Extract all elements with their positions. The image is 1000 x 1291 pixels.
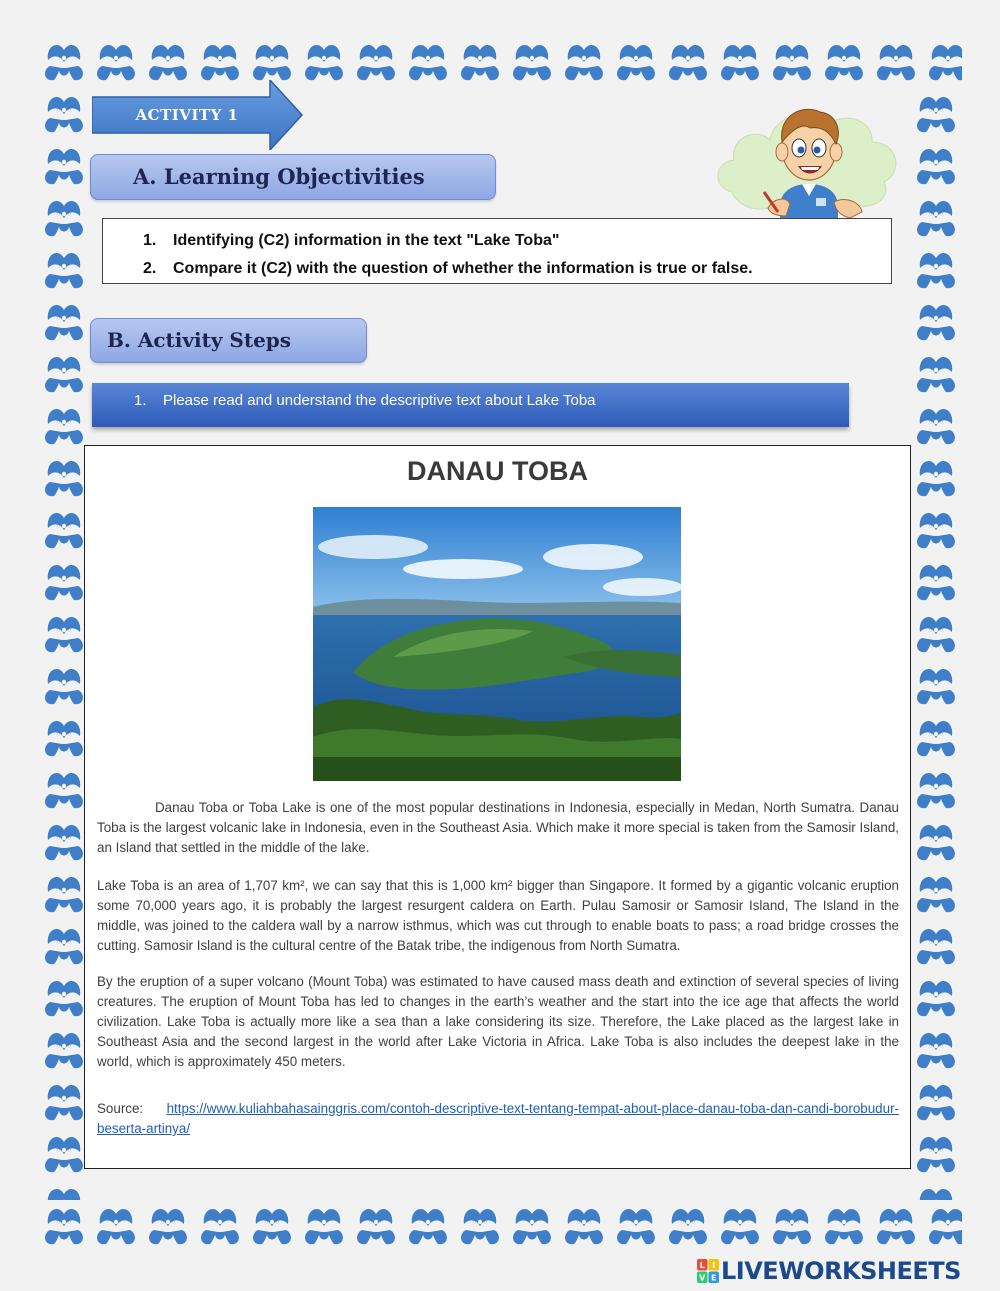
reading-paragraph-1: Danau Toba or Toba Lake is one of the most popular destinations in Indonesia, especially in Medan, North Sumatra. Danau Toba is the largest volcanic lake in Indonesia, even in the Southeast Asia. Which make it more special is taken from the Samosir Island, an Island that settled in the middle of the lake. (97, 800, 899, 855)
source-label: Source: (97, 1101, 167, 1116)
floral-motif-icon (253, 45, 291, 80)
floral-motif-icon (45, 409, 83, 444)
floral-motif-icon (917, 513, 955, 548)
floral-motif-icon (929, 1209, 962, 1244)
floral-motif-icon (773, 1209, 811, 1244)
floral-motif-icon (253, 1209, 291, 1244)
reading-paragraph-2: Lake Toba is an area of 1,707 km², we can say that this is 1,000 km² bigger than Singapore. It formed by a gigantic volcanic eruption some 70,000 years ago, it is probably the largest resurgent caldera on Earth. Pulau Samosir or Samosir Island, The Island in the middle, was joined to the caldera wall by a narrow isthmus, which was cut through to enable boats to pass; a road bridge crosses the cutting. Samosir Island is the cultural centre of the Batak tribe, the indigenous from North Sumatra. (97, 878, 899, 953)
objective-item (143, 255, 891, 283)
floral-motif-icon (45, 877, 83, 912)
floral-motif-icon (669, 1209, 707, 1244)
floral-motif-icon (45, 981, 83, 1016)
objective-number: 1. (143, 232, 157, 249)
floral-motif-icon (565, 45, 603, 80)
activity-label: ACTIVITY 1 (135, 106, 239, 124)
floral-motif-icon (97, 45, 135, 80)
floral-motif-icon (917, 97, 955, 132)
floral-motif-icon (929, 45, 962, 80)
step-text: Please read and understand the descriptive text about Lake Toba (163, 392, 596, 409)
reading-text-card (84, 445, 911, 1169)
floral-motif-icon (917, 565, 955, 600)
floral-motif-icon (45, 357, 83, 392)
floral-motif-icon (45, 721, 83, 756)
floral-motif-icon (149, 1209, 187, 1244)
floral-motif-icon (917, 461, 955, 496)
floral-motif-icon (357, 1209, 395, 1244)
floral-motif-icon (721, 45, 759, 80)
floral-motif-icon (409, 45, 447, 80)
badge-letter: E (711, 1273, 717, 1283)
floral-motif-icon (45, 1085, 83, 1120)
floral-motif-icon (825, 1209, 863, 1244)
floral-border-bottom (38, 1200, 962, 1252)
floral-motif-icon (149, 45, 187, 80)
floral-motif-icon (721, 1209, 759, 1244)
floral-motif-icon (917, 357, 955, 392)
source-citation (97, 1099, 899, 1139)
floral-motif-icon (917, 773, 955, 808)
objective-number: 2. (143, 260, 157, 277)
floral-motif-icon (45, 97, 83, 132)
floral-motif-icon (45, 45, 83, 80)
floral-motif-icon (305, 1209, 343, 1244)
floral-motif-icon (305, 45, 343, 80)
floral-motif-icon (917, 721, 955, 756)
floral-motif-icon (877, 45, 915, 80)
objective-item (143, 227, 891, 255)
floral-motif-icon (617, 45, 655, 80)
objective-text: Identifying (C2) information in the text "Lake Toba" (173, 232, 560, 249)
floral-motif-icon (45, 929, 83, 964)
floral-motif-icon (357, 45, 395, 80)
floral-motif-icon (201, 45, 239, 80)
floral-motif-icon (45, 1189, 83, 1200)
badge-letter: I (712, 1261, 716, 1270)
floral-motif-icon (45, 461, 83, 496)
floral-motif-icon (825, 45, 863, 80)
floral-motif-icon (917, 617, 955, 652)
badge-letter: L (699, 1261, 705, 1270)
floral-border-right (910, 88, 962, 1200)
cartoon-boy-illustration (712, 92, 902, 224)
floral-motif-icon (97, 1209, 135, 1244)
floral-motif-icon (917, 981, 955, 1016)
floral-motif-icon (45, 617, 83, 652)
floral-motif-icon (45, 1209, 83, 1244)
activity-step-bar (92, 383, 849, 427)
floral-border-left (38, 88, 90, 1200)
step-number: 1. (134, 392, 147, 409)
badge-letter: V (699, 1273, 706, 1283)
floral-motif-icon (917, 305, 955, 340)
section-b-heading: B. Activity Steps (90, 318, 367, 363)
floral-motif-icon (461, 45, 499, 80)
learning-objectives-list (102, 218, 892, 284)
floral-motif-icon (773, 45, 811, 80)
section-a-heading: A. Learning Objectivities (90, 154, 496, 200)
floral-motif-icon (409, 1209, 447, 1244)
floral-motif-icon (917, 1033, 955, 1068)
floral-motif-icon (45, 513, 83, 548)
floral-motif-icon (513, 45, 551, 80)
floral-motif-icon (917, 253, 955, 288)
floral-motif-icon (45, 253, 83, 288)
floral-motif-icon (917, 1189, 955, 1200)
liveworksheets-wordmark: LIVEWORKSHEETS (721, 1257, 961, 1285)
floral-motif-icon (917, 877, 955, 912)
floral-motif-icon (201, 1209, 239, 1244)
floral-motif-icon (45, 305, 83, 340)
reading-title: DANAU TOBA (407, 456, 588, 486)
floral-motif-icon (917, 929, 955, 964)
floral-motif-icon (45, 1137, 83, 1172)
floral-motif-icon (917, 1137, 955, 1172)
reading-paragraph-3: By the eruption of a super volcano (Mount Toba) was estimated to have caused mass death and extinction of several species of living creatures. The eruption of Mount Toba has led to changes in the earth’s weather and the start into the ice age that affects the world civilization. Lake Toba is actually more like a sea than a lake considering its size. Therefore, the Lake placed as the largest lake in Southeast Asia and the second largest in the world after Lake Victoria in Africa. Lake Toba is also includes the deepest lake in the world, which is approximately 450 meters. (97, 974, 899, 1069)
floral-motif-icon (45, 565, 83, 600)
floral-motif-icon (917, 825, 955, 860)
lake-toba-photo (313, 507, 681, 781)
floral-motif-icon (45, 201, 83, 236)
floral-motif-icon (45, 149, 83, 184)
liveworksheets-logo[interactable] (697, 1257, 997, 1285)
floral-motif-icon (617, 1209, 655, 1244)
floral-motif-icon (45, 773, 83, 808)
floral-motif-icon (917, 669, 955, 704)
floral-motif-icon (917, 149, 955, 184)
floral-motif-icon (461, 1209, 499, 1244)
floral-motif-icon (565, 1209, 603, 1244)
floral-motif-icon (513, 1209, 551, 1244)
floral-motif-icon (45, 1033, 83, 1068)
floral-motif-icon (45, 825, 83, 860)
floral-motif-icon (917, 409, 955, 444)
floral-motif-icon (669, 45, 707, 80)
objective-text: Compare it (C2) with the question of whether the information is true or false. (173, 260, 753, 277)
floral-motif-icon (45, 669, 83, 704)
floral-motif-icon (877, 1209, 915, 1244)
floral-motif-icon (917, 201, 955, 236)
liveworksheets-badge-icon (697, 1259, 719, 1283)
floral-motif-icon (917, 1085, 955, 1120)
source-link[interactable]: https://www.kuliahbahasainggris.com/contoh-descriptive-text-tentang-tempat-about-place-danau-toba-dan-candi-borobudur-beserta-artinya/ (97, 1101, 899, 1136)
